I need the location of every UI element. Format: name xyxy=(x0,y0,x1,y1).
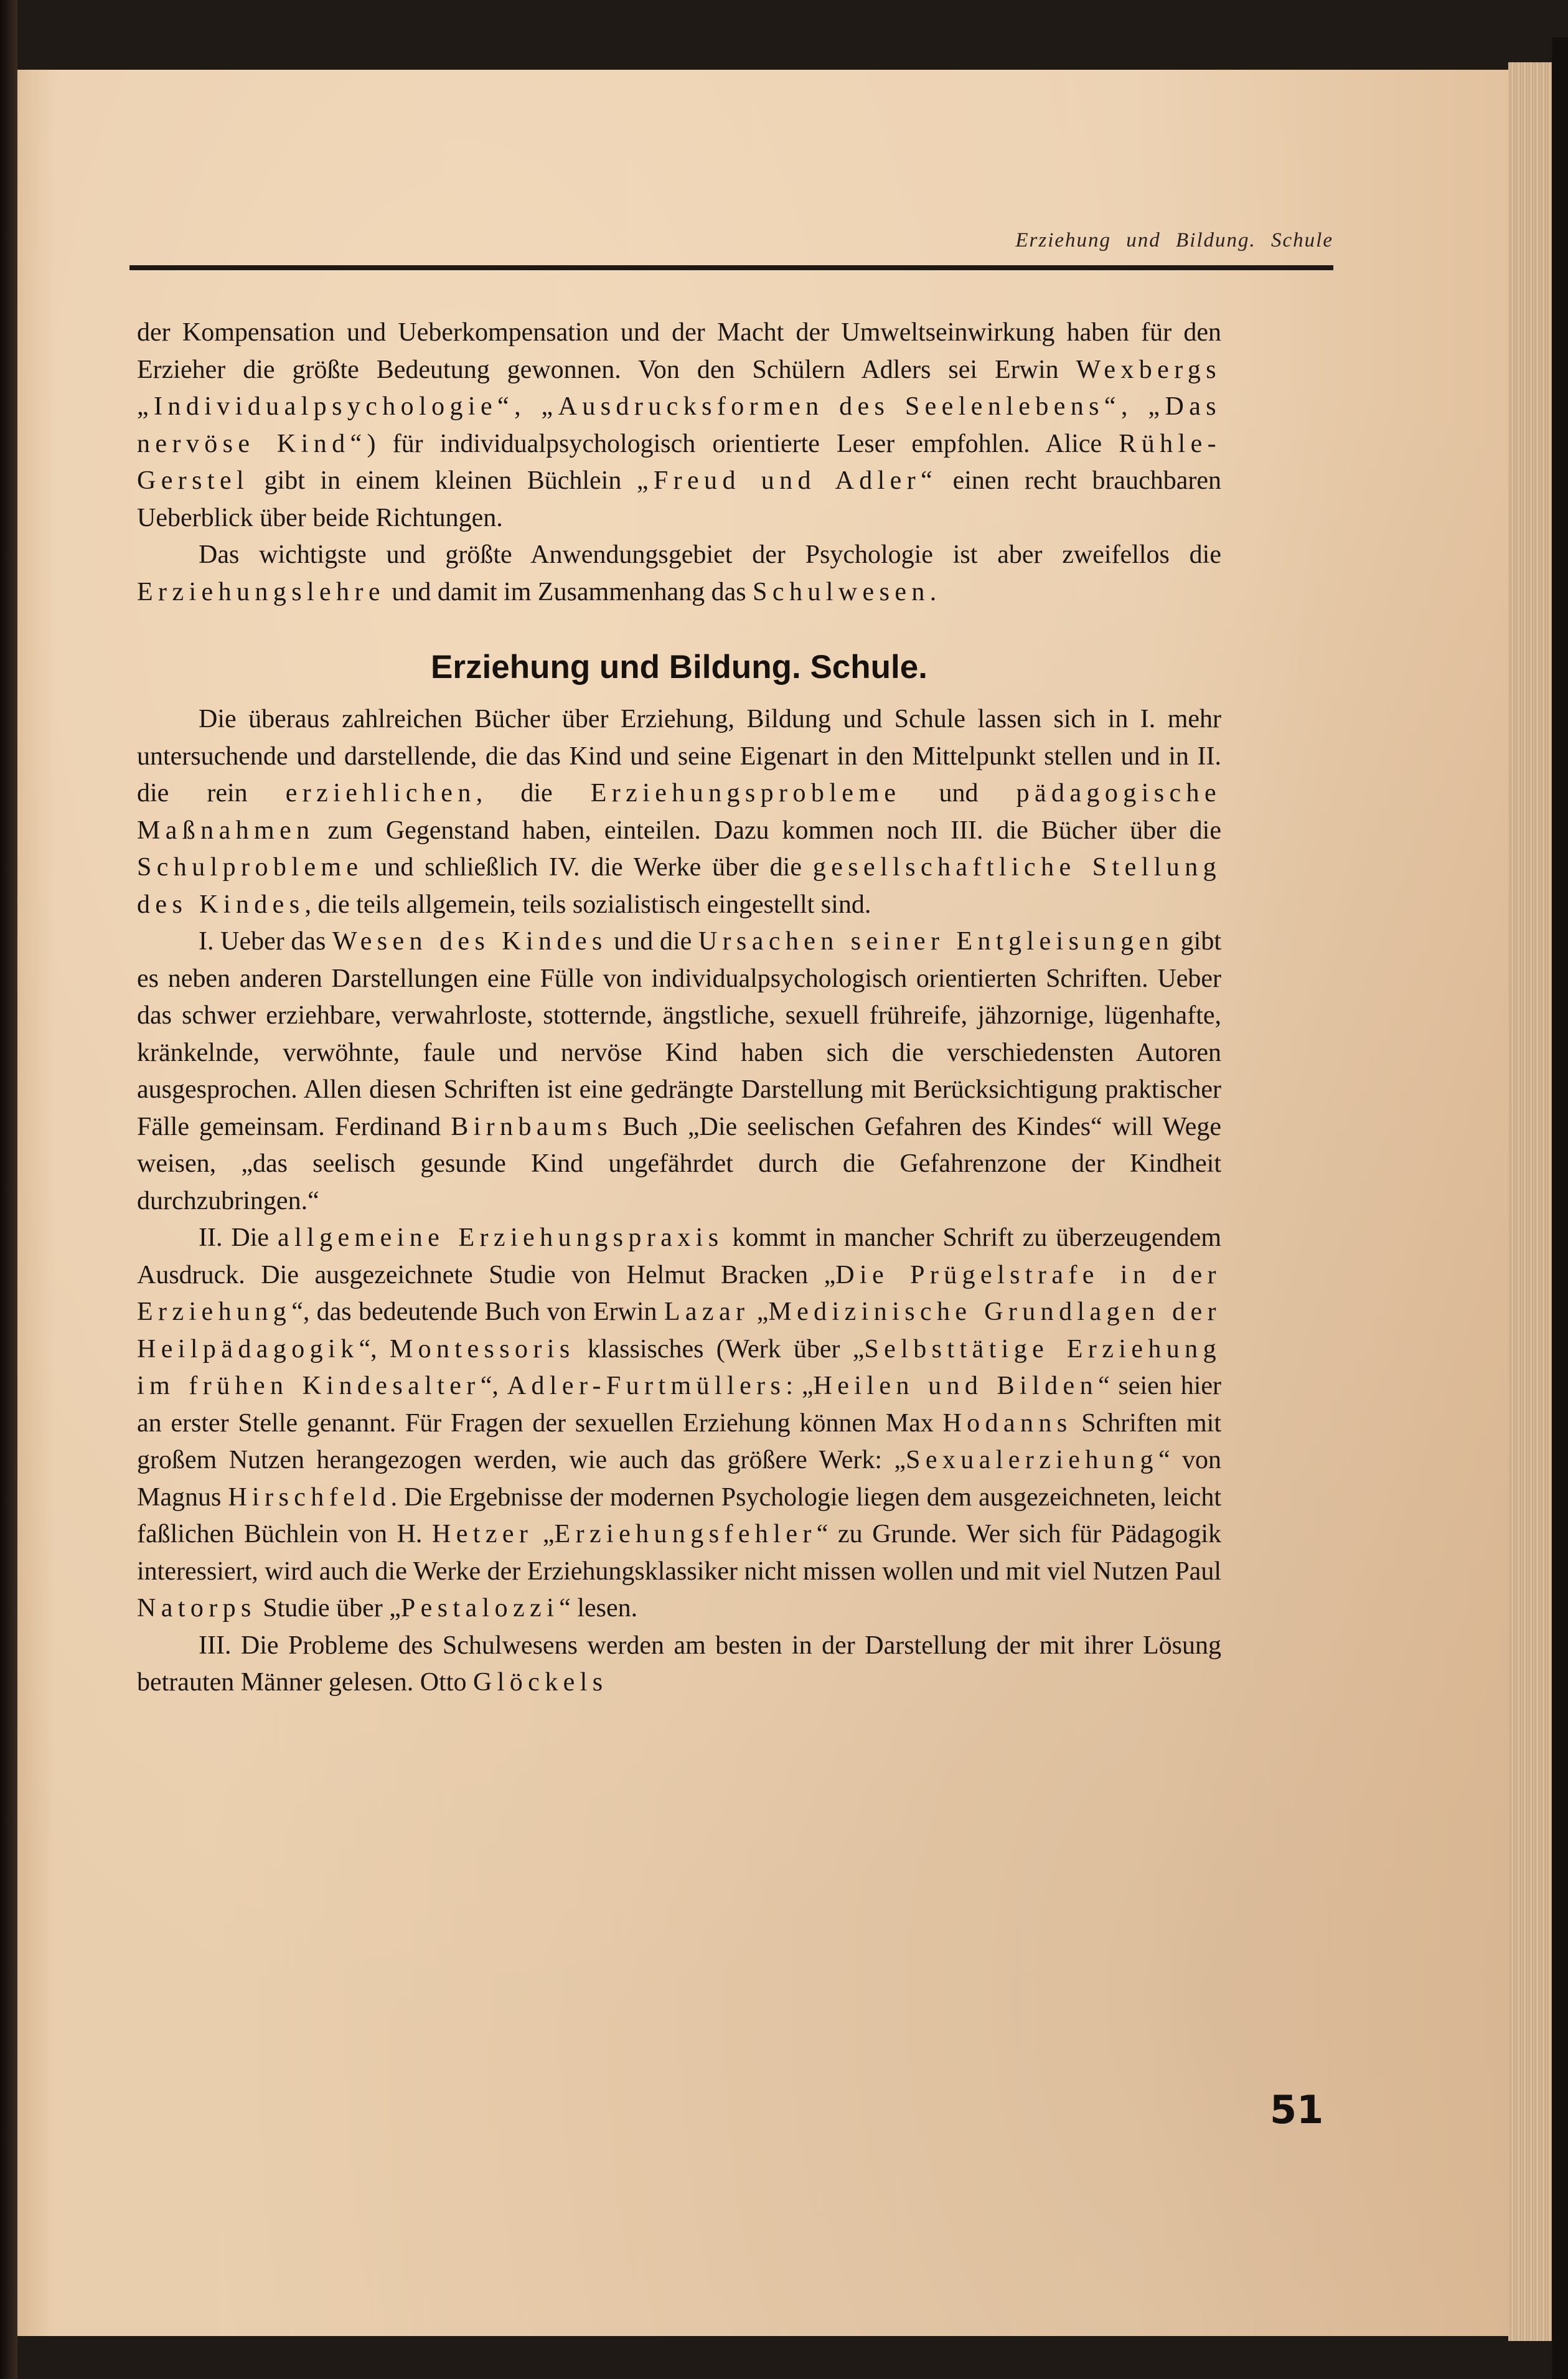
text-run: „ xyxy=(533,1520,555,1548)
text-run: Das wichtigste und größte Anwendungsgebiet der Psychologie ist aber zweifellos die xyxy=(199,540,1221,569)
text-run: “ lesen. xyxy=(559,1594,638,1623)
text-run: III. Die Probleme des Schulwesens werden am besten in der Darstellung der mit ihrer Lösung betrauten Männer gelesen. Otto xyxy=(137,1631,1221,1697)
paragraph-1 xyxy=(137,314,1221,537)
text-run: kommt in mancher Schrift zu überzeugendem Ausdruck. Die ausgezeichnete Studie von Helmut Bracken „ xyxy=(137,1223,1221,1289)
text-run: und schließlich IV. die Werke über die xyxy=(363,853,813,882)
text-run: und damit im Zusammenhang das xyxy=(385,577,753,606)
page-number: 51 xyxy=(1270,2087,1324,2132)
spaced-title: Selbsttätige Erziehung im frühen Kindesalter xyxy=(137,1334,1221,1400)
spaced-term: Erziehungslehre xyxy=(137,577,385,606)
text-run: “, das bedeutende Buch von Erwin xyxy=(291,1298,664,1326)
text-run: , die teils allgemein, teils sozialistisch eingestellt sind. xyxy=(304,890,871,919)
spaced-title: Heilen und Bilden xyxy=(813,1372,1098,1400)
text-run: “ zu Grunde. Wer sich für Pädagogik interessiert, wird auch die Werke der Erziehungsklassiker nicht missen wollen und mit viel Nutzen Paul xyxy=(137,1520,1222,1586)
book-cover-right xyxy=(1552,37,1568,2379)
paragraph-4 xyxy=(137,923,1221,1220)
text-run: Buch „Die seelischen Gefahren des Kindes“ will Wege weisen, „das seelisch gesunde Kind ungefährdet durch die Gefahrenzone der Kindheit durchzubringen.“ xyxy=(137,1112,1221,1215)
text-run: II. Die xyxy=(199,1223,278,1252)
spaced-term: erziehlichen xyxy=(285,779,476,808)
spaced-name: Hodanns xyxy=(942,1408,1073,1438)
spaced-title: „Individualpsychologie“, „Ausdrucksformen des Seelenlebens“, „Das nervöse Kind“ xyxy=(137,392,1221,458)
page-edges xyxy=(1508,62,1552,2341)
text-run: “ seien hier an erster Stelle genannt. Für Fragen der sexuellen Erziehung können Max xyxy=(137,1372,1221,1438)
text-run: einen recht brauchbaren Ueberblick über beide Richtungen. xyxy=(137,466,1221,532)
spaced-title: Sexualerziehung xyxy=(906,1446,1158,1474)
spaced-title: Pestalozzi xyxy=(400,1594,560,1623)
text-run: der Kompensation und Ueberkompensation und der Macht der Umweltseinwirkung haben für den Erzieher die größte Bedeutung gewonnen. Von den Schülern Adlers sei Erwin xyxy=(137,318,1221,384)
text-run: und xyxy=(901,779,1016,808)
text-run: : „ xyxy=(786,1372,814,1400)
text-run: , die xyxy=(476,779,591,808)
header-rule xyxy=(129,265,1333,270)
text-run: “, xyxy=(480,1372,507,1400)
spaced-term: allgemeine Erziehungspraxis xyxy=(277,1223,724,1252)
text-run: gibt in einem kleinen Büchlein xyxy=(249,466,637,495)
text-column xyxy=(137,314,1221,1702)
spaced-term: gesellschaftliche Stellung des Kindes xyxy=(137,853,1221,919)
text-run: . Die Ergebnisse der modernen Psychologie liegen dem ausgezeichneten, leicht faßlichen Büchlein von H. xyxy=(137,1482,1221,1548)
text-run: klassisches (Werk über „ xyxy=(575,1334,865,1364)
running-head: Erziehung und Bildung. Schule xyxy=(1015,229,1333,252)
book-cover-left xyxy=(0,0,17,2379)
spaced-title: Die Prügelstrafe in der Erziehung xyxy=(137,1260,1221,1326)
spaced-title: Erziehungsfehler xyxy=(554,1520,817,1548)
text-run: „ xyxy=(749,1298,769,1326)
text-run: . xyxy=(929,577,937,606)
spaced-name: Hirschfeld xyxy=(228,1482,391,1512)
spaced-name: Birnbaums xyxy=(451,1112,613,1141)
text-run: Die überaus zahlreichen Bücher über Erziehung, Bildung und Schule lassen sich in I. mehr untersuchende und darstellende, die das Kind und seine Eigenart in den Mittelpunkt stellen und in II. die rein xyxy=(137,705,1221,808)
spaced-term: Ursachen seiner Entgleisungen xyxy=(698,927,1174,956)
spaced-name: Montessoris xyxy=(389,1334,575,1364)
spaced-term: pädagogische Maßnahmen xyxy=(137,779,1221,845)
spaced-name: Lazar xyxy=(664,1298,750,1326)
spaced-name: Hetzer xyxy=(431,1520,533,1548)
text-run: und die xyxy=(607,927,698,956)
text-run: ) für individualpsychologisch orientierte Leser empfohlen. Alice xyxy=(367,429,1119,458)
text-run: “, xyxy=(359,1334,390,1364)
spaced-name: Rühle-Gerstel xyxy=(137,429,1221,495)
paragraph-2 xyxy=(137,537,1221,611)
spaced-name: Natorps xyxy=(137,1594,256,1623)
spaced-title: Medizinische Grundlagen der Heilpädagogik xyxy=(137,1298,1221,1364)
spaced-term: Schulwesen xyxy=(753,577,930,606)
text-run: gibt es neben anderen Darstellungen eine Fülle von individualpsychologisch orientierten Schriften. Ueber das schwer erziehbare, verwahrloste, stotternde, ängstliche, sexuell frühreife, jähzornige, lügenhafte, kränkelnde, verwöhnte, faule und nervöse Kind haben sich die verschiedensten Autoren ausgesprochen. Allen diesen Schriften ist eine gedrängte Darstellung mit Berücksichtigung praktischer Fälle gemeinsam. Ferdinand xyxy=(137,927,1221,1141)
spaced-name: Glöckels xyxy=(472,1668,608,1697)
spaced-term: Schulprobleme xyxy=(137,853,364,882)
spaced-term: Erziehungsprobleme xyxy=(590,779,901,808)
spaced-term: Wesen des Kindes xyxy=(332,927,608,956)
paragraph-5 xyxy=(137,1220,1221,1628)
section-heading: Erziehung und Bildung. Schule. xyxy=(431,649,927,685)
text-run: Schriften mit großem Nutzen herangezogen werden, wie auch das größere Werk: „ xyxy=(137,1408,1221,1474)
spaced-name: Adler-Furtmüllers xyxy=(507,1372,786,1400)
spaced-name: Wexbergs xyxy=(1076,355,1221,384)
paragraph-6 xyxy=(137,1628,1221,1702)
text-run: “ von Magnus xyxy=(137,1446,1221,1512)
paragraph-3 xyxy=(137,701,1221,923)
spaced-title: „Freud und Adler“ xyxy=(636,466,938,495)
text-run: I. Ueber das xyxy=(199,927,333,956)
text-run: zum Gegenstand haben, einteilen. Dazu kommen noch III. die Bücher über die xyxy=(314,816,1221,845)
text-run: Studie über „ xyxy=(256,1594,401,1623)
